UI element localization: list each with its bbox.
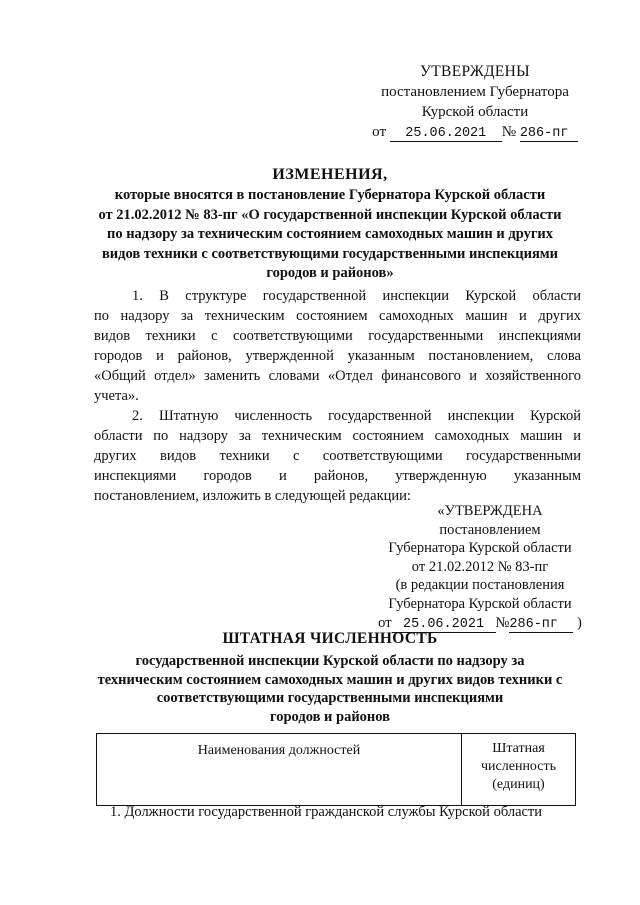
approval-line-2: Курской области bbox=[421, 104, 529, 120]
approval-2-line-1: постановлением bbox=[439, 521, 541, 538]
approval-date-prefix: от bbox=[372, 124, 387, 140]
changes-subtitle bbox=[60, 186, 600, 284]
paragraph-1-line: «Общий отдел» заменить словами «Отдел финансового и хозяйственного bbox=[94, 368, 581, 384]
column-header-positions: Наименования должностей bbox=[97, 734, 462, 806]
staff-subtitle bbox=[60, 652, 600, 726]
changes-subtitle-line: по надзору за техническим состоянием самоходных машин и других bbox=[106, 226, 554, 242]
staff-subtitle-line: техническим состоянием самоходных машин и других видов техники с bbox=[97, 671, 563, 688]
changes-subtitle-line: от 21.02.2012 № 83-пг «О государственной инспекции Курской области bbox=[98, 206, 562, 223]
approval-2-date-prefix: от bbox=[378, 614, 392, 631]
paragraph-2-line: области по надзору за техническим состоянием самоходных машин и bbox=[94, 428, 581, 444]
changes-subtitle-line: которые вносятся в постановление Губернатора Курской области bbox=[114, 187, 546, 203]
paragraph-1-line: 1. В структуре государственной инспекции Курской области bbox=[132, 288, 581, 304]
paragraph-2-line: 2. Штатную численность государственной инспекции Курской bbox=[132, 408, 581, 424]
column-header-count-line: Штатная bbox=[492, 741, 545, 756]
column-header-count-line: численность bbox=[481, 759, 556, 774]
approval-2-line-2: Губернатора Курской области bbox=[388, 540, 572, 557]
approval-2-line-3: от 21.02.2012 № 83-пг bbox=[411, 558, 549, 575]
changes-title: ИЗМЕНЕНИЯ, bbox=[272, 166, 388, 183]
approval-title: УТВЕРЖДЕНЫ bbox=[420, 63, 530, 80]
approval-line-1: постановлением Губернатора bbox=[381, 84, 569, 100]
paragraph-1-line: видов техники с соответствующими государственными инспекциями bbox=[94, 328, 581, 344]
staff-title: ШТАТНАЯ ЧИСЛЕННОСТЬ bbox=[222, 630, 438, 647]
approval-2-line-4: (в редакции постановления bbox=[395, 577, 565, 594]
approval-2-date: 25.06.2021 bbox=[392, 617, 496, 633]
column-header-count-line: (единиц) bbox=[492, 777, 545, 792]
approval-date: 25.06.2021 bbox=[390, 126, 502, 142]
approval-2-number: 286-пг bbox=[509, 617, 573, 633]
approval-2-line-5: Губернатора Курской области bbox=[388, 595, 572, 612]
paragraph-1-line: учета». bbox=[94, 388, 139, 404]
staff-table bbox=[96, 733, 576, 806]
paragraph-1-line: по надзору за техническим состоянием самоходных машин и других bbox=[94, 308, 581, 324]
changes-subtitle-line: городов и районов» bbox=[266, 265, 394, 281]
paragraph-1-line: городов и районов, утвержденной указанным постановлением, слова bbox=[94, 348, 581, 364]
approval-2-number-prefix: № bbox=[495, 614, 510, 631]
paragraph-2-line: постановлением, изложить в следующей редакции: bbox=[94, 488, 411, 504]
approval-number-prefix: № bbox=[501, 124, 517, 140]
approval-block bbox=[355, 62, 595, 142]
paragraph-2-line: инспекциями городов и районов, утвержденную указанным bbox=[94, 468, 581, 484]
staff-subtitle-line: городов и районов bbox=[269, 708, 391, 725]
approval-2-title: «УТВЕРЖДЕНА bbox=[437, 503, 543, 519]
column-header-count bbox=[462, 734, 576, 806]
approval-2-block bbox=[355, 502, 605, 633]
table-header-row bbox=[97, 734, 576, 806]
staff-subtitle-line: государственной инспекции Курской области по надзору за bbox=[135, 653, 525, 669]
section-1-heading: 1. Должности государственной гражданской службы Курской области bbox=[110, 804, 543, 820]
paragraph-2-line: других видов техники с соответствующими государственными bbox=[94, 448, 581, 464]
approval-2-closing: ) bbox=[577, 614, 582, 631]
approval-number: 286-пг bbox=[520, 126, 578, 142]
changes-subtitle-line: видов техники с соответствующими государственными инспекциями bbox=[101, 245, 559, 262]
approval-date-line bbox=[355, 122, 595, 142]
staff-subtitle-line: соответствующими государственными инспекциями bbox=[156, 690, 504, 706]
